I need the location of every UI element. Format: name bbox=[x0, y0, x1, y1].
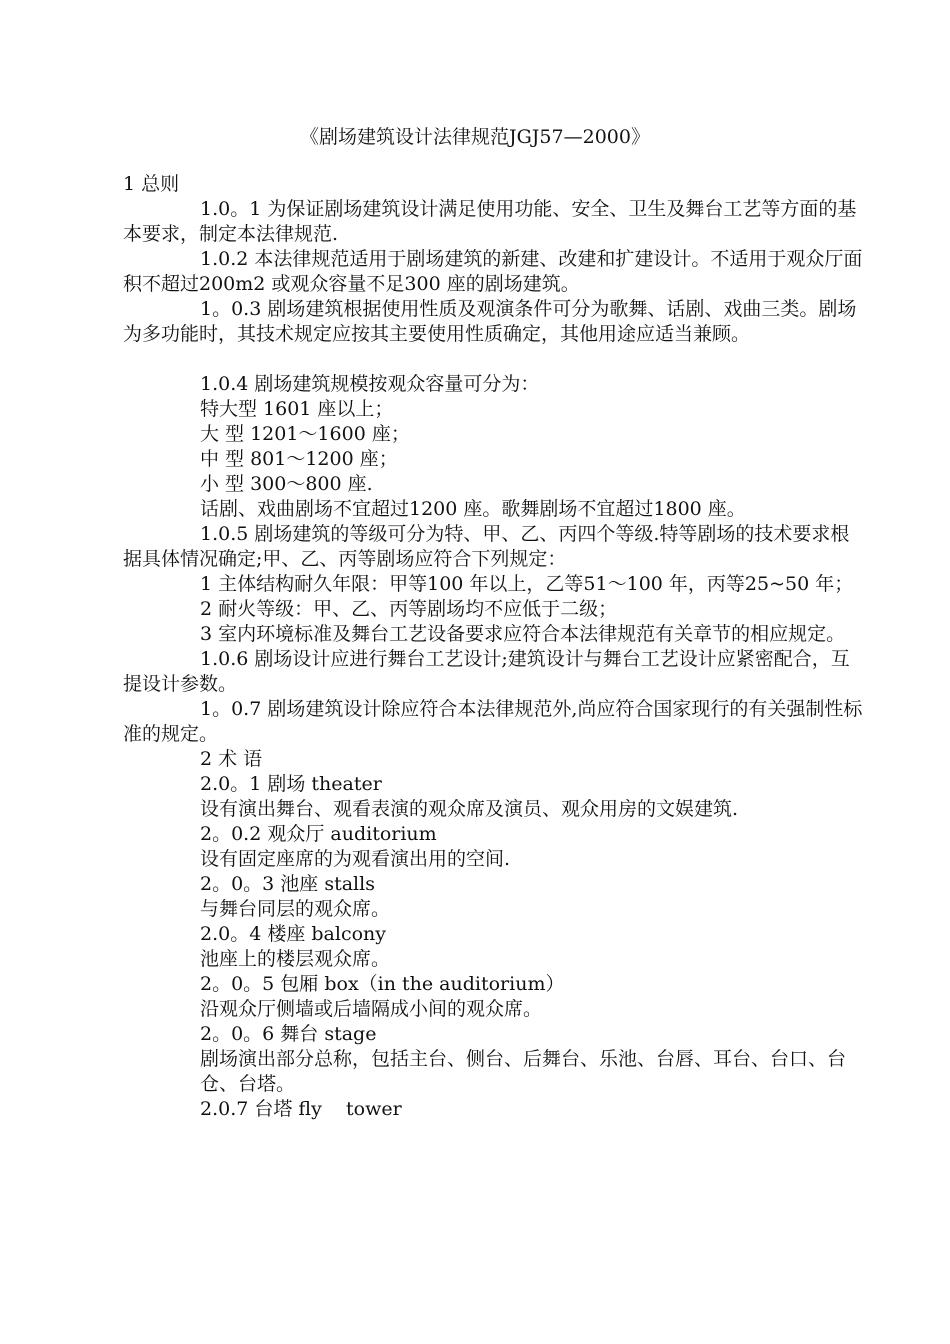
term-definition: 与舞台同层的观众席。 bbox=[200, 898, 391, 920]
section-heading: 1 总则 bbox=[123, 173, 180, 195]
term-heading: 2.0。4 楼座 balcony bbox=[200, 923, 387, 945]
term-definition: 池座上的楼层观众席。 bbox=[200, 948, 391, 970]
clause-paragraph: 1。0.7 剧场建筑设计除应符合本法律规范外,尚应符合国家现行的有关强制性标准的规定。 bbox=[123, 698, 863, 745]
list-item: 特大型 1601 座以上； bbox=[200, 398, 394, 420]
term-definition: 剧场演出部分总称，包括主台、侧台、后舞台、乐池、台唇、耳台、台口、台 bbox=[200, 1048, 847, 1070]
term-definition: 沿观众厅侧墙或后墙隔成小间的观众席。 bbox=[200, 998, 543, 1020]
clause-paragraph: 1.0.2 本法律规范适用于剧场建筑的新建、改建和扩建设计。不适用于观众厅面积不超过200m2 或观众容量不足300 座的剧场建筑。 bbox=[123, 248, 863, 295]
term-heading: 2。0。6 舞台 stage bbox=[200, 1023, 377, 1045]
document-body bbox=[123, 172, 863, 1122]
list-item: 小 型 300～800 座. bbox=[200, 473, 373, 495]
term-definition: 仓、台塔。 bbox=[200, 1073, 296, 1095]
document-title: 《剧场建筑设计法律规范JGJ57—2000》 bbox=[300, 126, 650, 148]
paragraph-gap bbox=[123, 347, 863, 372]
list-item: 3 室内环境标准及舞台工艺设备要求应符合本法律规范有关章节的相应规定。 bbox=[200, 623, 846, 645]
term-heading: 2。0。5 包厢 box（in the auditorium） bbox=[200, 973, 565, 995]
section-heading: 2 术 语 bbox=[200, 748, 263, 770]
term-heading: 2.0。1 剧场 theater bbox=[200, 773, 382, 795]
clause-paragraph: 1.0.6 剧场设计应进行舞台工艺设计;建筑设计与舞台工艺设计应紧密配合，互提设计参数。 bbox=[123, 648, 850, 695]
clause-paragraph: 1.0.5 剧场建筑的等级可分为特、甲、乙、丙四个等级.特等剧场的技术要求根据具体情况确定;甲、乙、丙等剧场应符合下列规定： bbox=[123, 523, 850, 570]
term-definition: 设有演出舞台、观看表演的观众席及演员、观众用房的文娱建筑. bbox=[200, 798, 739, 820]
list-item: 中 型 801～1200 座； bbox=[200, 448, 398, 470]
clause-paragraph: 话剧、戏曲剧场不宜超过1200 座。歌舞剧场不宜超过1800 座。 bbox=[200, 498, 746, 520]
clause-paragraph: 1。0.3 剧场建筑根据使用性质及观演条件可分为歌舞、话剧、戏曲三类。剧场为多功能时，其技术规定应按其主要使用性质确定，其他用途应适当兼顾。 bbox=[123, 298, 857, 345]
term-definition: 设有固定座席的为观看演出用的空间. bbox=[200, 848, 511, 870]
list-item: 大 型 1201～1600 座； bbox=[200, 423, 410, 445]
clause-paragraph: 1.0。1 为保证剧场建筑设计满足使用功能、安全、卫生及舞台工艺等方面的基本要求，制定本法律规范. bbox=[123, 198, 857, 245]
clause-paragraph: 1.0.4 剧场建筑规模按观众容量可分为： bbox=[200, 373, 540, 395]
list-item: 1 主体结构耐久年限：甲等100 年以上，乙等51～100 年，丙等25~50 年； bbox=[200, 573, 854, 595]
list-item: 2 耐火等级：甲、乙、丙等剧场均不应低于二级； bbox=[200, 598, 618, 620]
term-heading: 2。0。3 池座 stalls bbox=[200, 873, 375, 895]
term-heading: 2。0.2 观众厅 auditorium bbox=[200, 823, 437, 845]
term-heading: 2.0.7 台塔 fly tower bbox=[200, 1098, 402, 1120]
